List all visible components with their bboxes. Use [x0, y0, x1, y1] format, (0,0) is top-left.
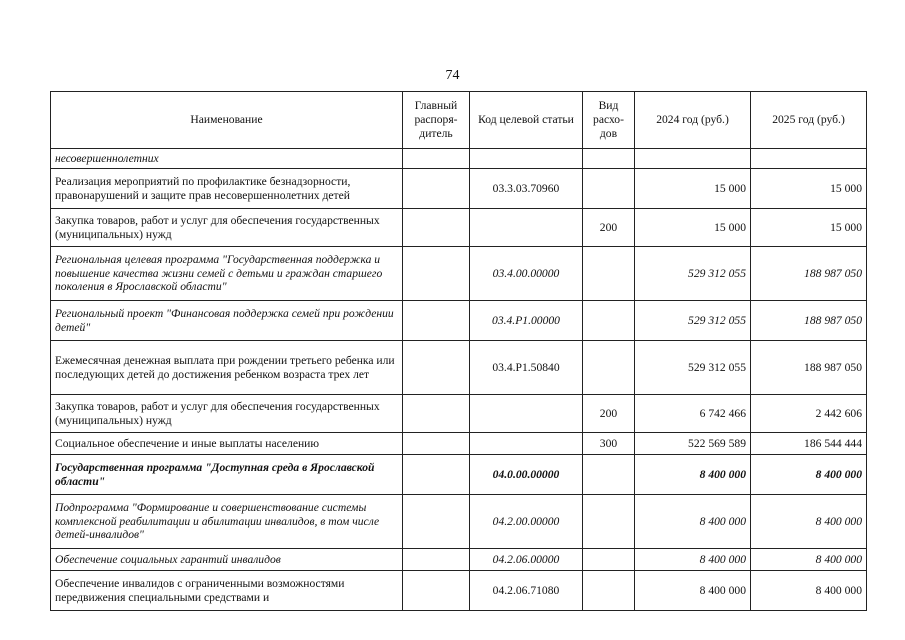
- cell-expense-type: 200: [583, 209, 635, 247]
- table-body: [51, 149, 867, 611]
- table-row: [51, 433, 867, 455]
- cell-name: Государственная программа "Доступная среда в Ярославской области": [51, 455, 403, 495]
- cell-year-2024: 8 400 000: [635, 495, 751, 549]
- header-expense-type: Вид расхо-дов: [583, 92, 635, 149]
- cell-expense-type: [583, 549, 635, 571]
- cell-main-manager: [403, 169, 470, 209]
- cell-year-2024: 15 000: [635, 209, 751, 247]
- table-row: [51, 455, 867, 495]
- budget-table: [50, 91, 867, 611]
- cell-target-code: 04.2.06.71080: [470, 571, 583, 611]
- table-row: [51, 549, 867, 571]
- table-row: [51, 395, 867, 433]
- cell-target-code: [470, 433, 583, 455]
- cell-year-2025: 186 544 444: [751, 433, 867, 455]
- cell-target-code: [470, 149, 583, 169]
- cell-year-2025: 8 400 000: [751, 571, 867, 611]
- cell-year-2025: 188 987 050: [751, 247, 867, 301]
- cell-name: Социальное обеспечение и иные выплаты населению: [51, 433, 403, 455]
- cell-year-2024: 529 312 055: [635, 341, 751, 395]
- table-row: [51, 209, 867, 247]
- table-header-row: [51, 92, 867, 149]
- cell-year-2024: 529 312 055: [635, 247, 751, 301]
- cell-year-2025: [751, 149, 867, 169]
- cell-year-2024: 522 569 589: [635, 433, 751, 455]
- cell-name: Закупка товаров, работ и услуг для обеспечения государственных (муниципальных) нужд: [51, 395, 403, 433]
- cell-year-2024: [635, 149, 751, 169]
- cell-main-manager: [403, 341, 470, 395]
- header-main-manager: Главный распоря-дитель: [403, 92, 470, 149]
- cell-target-code: 04.2.00.00000: [470, 495, 583, 549]
- header-name: Наименование: [51, 92, 403, 149]
- cell-year-2025: 188 987 050: [751, 341, 867, 395]
- cell-name: Подпрограмма "Формирование и совершенствование системы комплексной реабилитации и абилитации инвалидов, в том числе детей-инвалидов": [51, 495, 403, 549]
- cell-expense-type: [583, 341, 635, 395]
- cell-target-code: 03.4.00.00000: [470, 247, 583, 301]
- cell-main-manager: [403, 455, 470, 495]
- table-row: [51, 169, 867, 209]
- cell-year-2024: 8 400 000: [635, 549, 751, 571]
- table-row: [51, 341, 867, 395]
- cell-year-2024: 8 400 000: [635, 455, 751, 495]
- cell-expense-type: [583, 571, 635, 611]
- cell-name: Реализация мероприятий по профилактике безнадзорности, правонарушений и защите прав несовершеннолетних детей: [51, 169, 403, 209]
- cell-year-2024: 8 400 000: [635, 571, 751, 611]
- cell-name: Ежемесячная денежная выплата при рождении третьего ребенка или последующих детей до достижения ребенком возраста трех лет: [51, 341, 403, 395]
- table-row: [51, 571, 867, 611]
- cell-target-code: 03.4.Р1.00000: [470, 301, 583, 341]
- cell-main-manager: [403, 209, 470, 247]
- page-number: 74: [445, 68, 460, 83]
- table-row: [51, 301, 867, 341]
- cell-year-2025: 8 400 000: [751, 455, 867, 495]
- cell-expense-type: [583, 247, 635, 301]
- cell-main-manager: [403, 395, 470, 433]
- cell-name: Региональный проект "Финансовая поддержка семей при рождении детей": [51, 301, 403, 341]
- cell-expense-type: [583, 495, 635, 549]
- cell-expense-type: [583, 301, 635, 341]
- cell-expense-type: [583, 169, 635, 209]
- cell-main-manager: [403, 301, 470, 341]
- cell-year-2025: 188 987 050: [751, 301, 867, 341]
- cell-name: Закупка товаров, работ и услуг для обеспечения государственных (муниципальных) нужд: [51, 209, 403, 247]
- table-row: [51, 149, 867, 169]
- cell-year-2025: 15 000: [751, 169, 867, 209]
- cell-expense-type: [583, 455, 635, 495]
- header-target-code: Код целевой статьи: [470, 92, 583, 149]
- cell-year-2025: 8 400 000: [751, 495, 867, 549]
- cell-target-code: 04.2.06.00000: [470, 549, 583, 571]
- table-row: [51, 495, 867, 549]
- cell-main-manager: [403, 247, 470, 301]
- cell-main-manager: [403, 495, 470, 549]
- cell-name: Обеспечение инвалидов с ограниченными возможностями передвижения специальными средствами и: [51, 571, 403, 611]
- cell-main-manager: [403, 571, 470, 611]
- cell-target-code: 03.3.03.70960: [470, 169, 583, 209]
- cell-year-2024: 15 000: [635, 169, 751, 209]
- cell-main-manager: [403, 549, 470, 571]
- cell-target-code: [470, 395, 583, 433]
- cell-name: Региональная целевая программа "Государственная поддержка и повышение качества жизни семей с детьми и граждан старшего поколения в Ярославской области": [51, 247, 403, 301]
- cell-expense-type: 200: [583, 395, 635, 433]
- cell-target-code: 04.0.00.00000: [470, 455, 583, 495]
- cell-year-2025: 8 400 000: [751, 549, 867, 571]
- cell-main-manager: [403, 433, 470, 455]
- cell-target-code: 03.4.Р1.50840: [470, 341, 583, 395]
- cell-year-2025: 15 000: [751, 209, 867, 247]
- table-row: [51, 247, 867, 301]
- header-year-2024: 2024 год (руб.): [635, 92, 751, 149]
- cell-year-2025: 2 442 606: [751, 395, 867, 433]
- cell-name: Обеспечение социальных гарантий инвалидов: [51, 549, 403, 571]
- cell-name: несовершеннолетних: [51, 149, 403, 169]
- cell-year-2024: 6 742 466: [635, 395, 751, 433]
- cell-expense-type: 300: [583, 433, 635, 455]
- cell-expense-type: [583, 149, 635, 169]
- cell-year-2024: 529 312 055: [635, 301, 751, 341]
- header-year-2025: 2025 год (руб.): [751, 92, 867, 149]
- cell-target-code: [470, 209, 583, 247]
- cell-main-manager: [403, 149, 470, 169]
